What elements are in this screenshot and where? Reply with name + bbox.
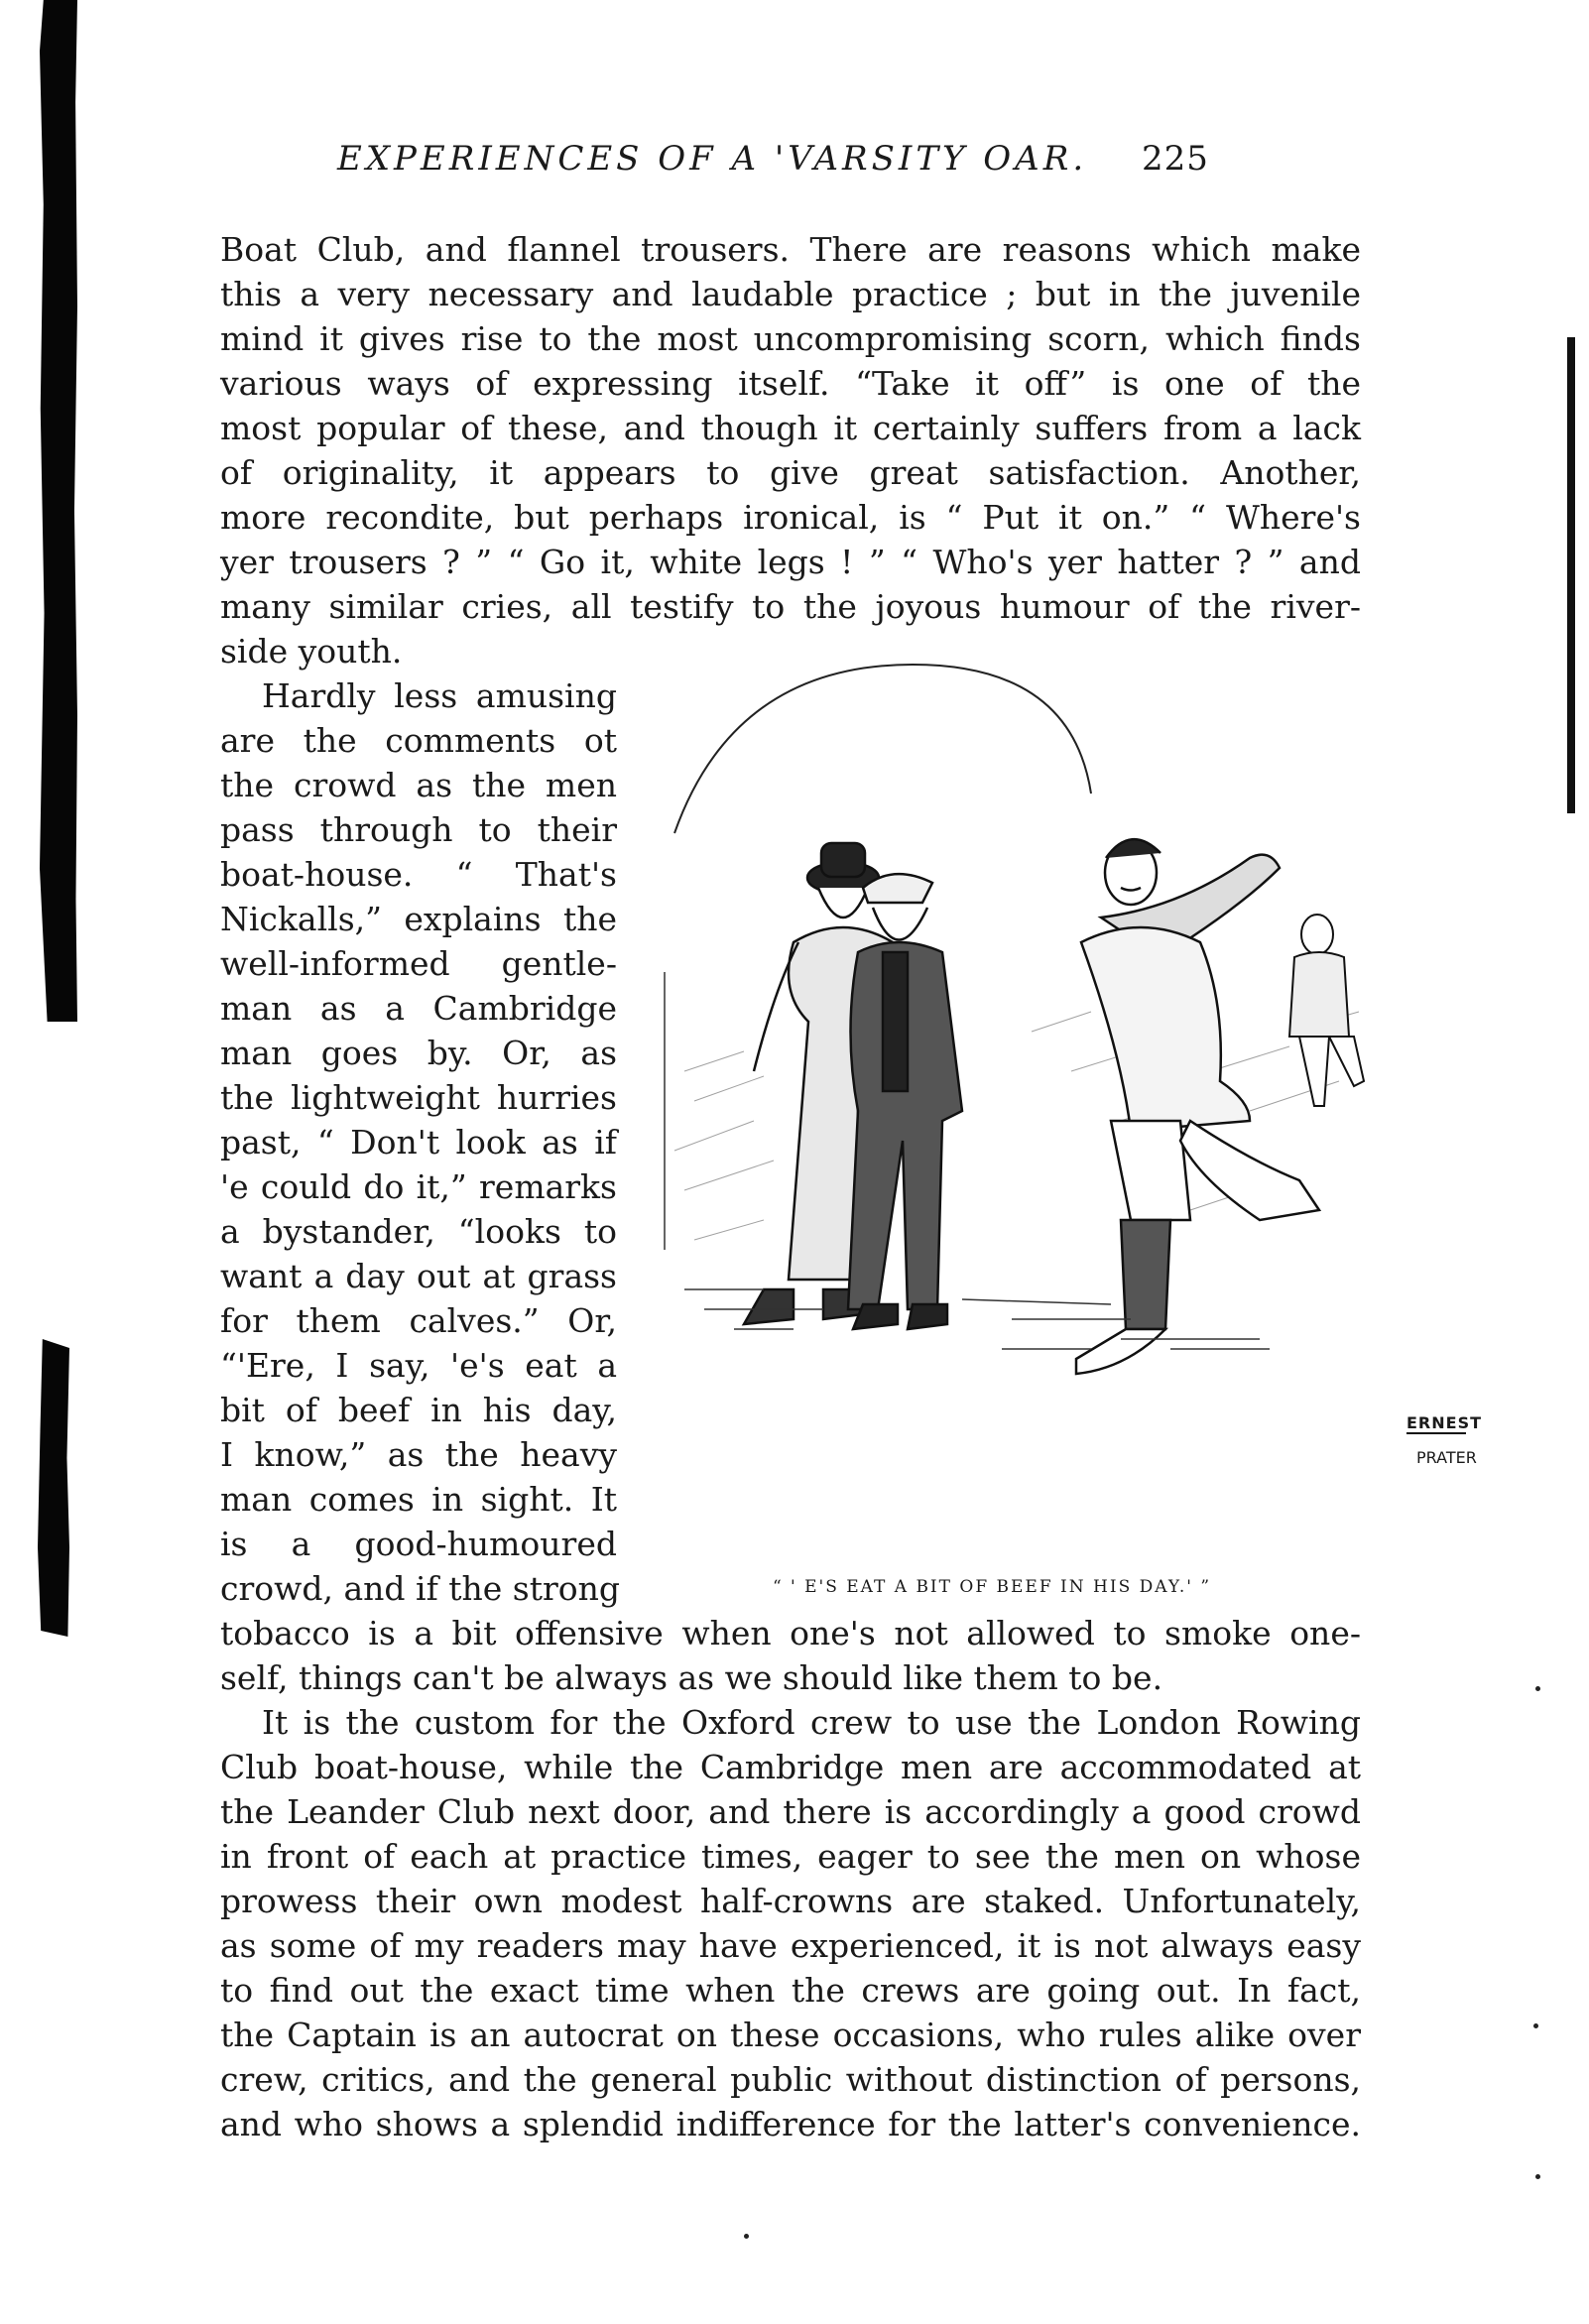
text-line: mind it gives rise to the most uncompromising scorn, which finds bbox=[220, 319, 1361, 358]
text-line: the Captain is an autocrat on these occasions, who rules alike over bbox=[220, 2016, 1361, 2054]
text-line: many similar cries, all testify to the joyous humour of the river- bbox=[220, 587, 1361, 626]
text-line: well-informed gentle- bbox=[220, 944, 617, 983]
text-line: are the comments ot bbox=[220, 721, 617, 760]
text-line: past, “ Don't look as if bbox=[220, 1123, 617, 1162]
text-line: Club boat-house, while the Cambridge men are accommodated at bbox=[220, 1748, 1361, 1786]
text-line: the crowd as the men bbox=[220, 766, 617, 804]
scan-artifact-left-top bbox=[40, 0, 77, 1022]
speck bbox=[1535, 2174, 1540, 2179]
scan-artifact-right bbox=[1567, 337, 1575, 813]
figure-man-runner bbox=[1076, 839, 1319, 1374]
text-line: It is the custom for the Oxford crew to use the London Rowing bbox=[262, 1703, 1361, 1742]
page-number: 225 bbox=[1141, 139, 1209, 179]
signature-line1: ERNEST bbox=[1406, 1413, 1483, 1432]
text-line: and who shows a splendid indifference for the latter's convenience. bbox=[220, 2105, 1361, 2143]
illustration bbox=[655, 655, 1428, 1567]
text-line: in front of each at practice times, eager to see the men on whose bbox=[220, 1837, 1361, 1876]
signature-line2: PRATER bbox=[1416, 1448, 1477, 1467]
text-line: 'e could do it,” remarks bbox=[220, 1167, 617, 1206]
text-line: prowess their own modest half-crowns are staked. Unfortunately, bbox=[220, 1882, 1361, 1920]
speck bbox=[1533, 2023, 1538, 2028]
text-line: this a very necessary and laudable practice ; but in the juvenile bbox=[220, 275, 1361, 313]
text-line: side youth. bbox=[220, 632, 403, 671]
text-line: boat-house. “ That's bbox=[220, 855, 617, 894]
text-line: “'Ere, I say, 'e's eat a bbox=[220, 1346, 617, 1385]
illustration-arc bbox=[674, 665, 1091, 833]
figure-background-runner bbox=[1289, 915, 1364, 1106]
text-line: want a day out at grass bbox=[220, 1257, 617, 1295]
text-line: crew, critics, and the general public without distinction of persons, bbox=[220, 2060, 1361, 2099]
text-line: most popular of these, and though it certainly suffers from a lack bbox=[220, 409, 1361, 447]
text-line: the Leander Club next door, and there is accordingly a good crowd bbox=[220, 1792, 1361, 1831]
text-line: yer trousers ? ” “ Go it, white legs ! ” “ Who's yer hatter ? ” and bbox=[220, 543, 1361, 581]
speck bbox=[1535, 1686, 1540, 1691]
text-line: pass through to their bbox=[220, 810, 617, 849]
text-line: Hardly less amusing bbox=[262, 676, 617, 715]
text-line: more recondite, but perhaps ironical, is “ Put it on.” “ Where's bbox=[220, 498, 1361, 537]
text-line: tobacco is a bit offensive when one's not allowed to smoke one- bbox=[220, 1614, 1361, 1652]
text-line: self, things can't be always as we should like them to be. bbox=[220, 1658, 1163, 1697]
text-line: man goes by. Or, as bbox=[220, 1034, 617, 1072]
text-line: to find out the exact time when the crews are going out. In fact, bbox=[220, 1971, 1361, 2010]
running-title: EXPERIENCES OF A 'VARSITY OAR. bbox=[337, 139, 1088, 179]
text-line: I know,” as the heavy bbox=[220, 1435, 617, 1474]
text-line: Nickalls,” explains the bbox=[220, 900, 617, 938]
speck bbox=[744, 2234, 749, 2239]
scan-artifact-left-bottom bbox=[38, 1339, 69, 1637]
text-line: of originality, it appears to give great satisfaction. Another, bbox=[220, 453, 1361, 492]
text-line: crowd, and if the strong bbox=[220, 1569, 621, 1608]
text-line: bit of beef in his day, bbox=[220, 1391, 617, 1429]
text-line: is a good-humoured bbox=[220, 1525, 617, 1563]
artist-signature bbox=[1406, 1413, 1486, 1493]
text-line: various ways of expressing itself. “Take it off” is one of the bbox=[220, 364, 1361, 403]
text-line: Boat Club, and flannel trousers. There are reasons which make bbox=[220, 230, 1361, 269]
figure-caption: “ ' E'S EAT A BIT OF BEEF IN HIS DAY.' ” bbox=[772, 1577, 1212, 1597]
text-line: the lightweight hurries bbox=[220, 1078, 617, 1117]
running-header bbox=[337, 139, 1369, 179]
text-line: as some of my readers may have experienced, it is not always easy bbox=[220, 1926, 1361, 1965]
text-line: a bystander, “looks to bbox=[220, 1212, 617, 1251]
text-line: man comes in sight. It bbox=[220, 1480, 617, 1519]
text-line: for them calves.” Or, bbox=[220, 1301, 617, 1340]
text-line: man as a Cambridge bbox=[220, 989, 617, 1028]
